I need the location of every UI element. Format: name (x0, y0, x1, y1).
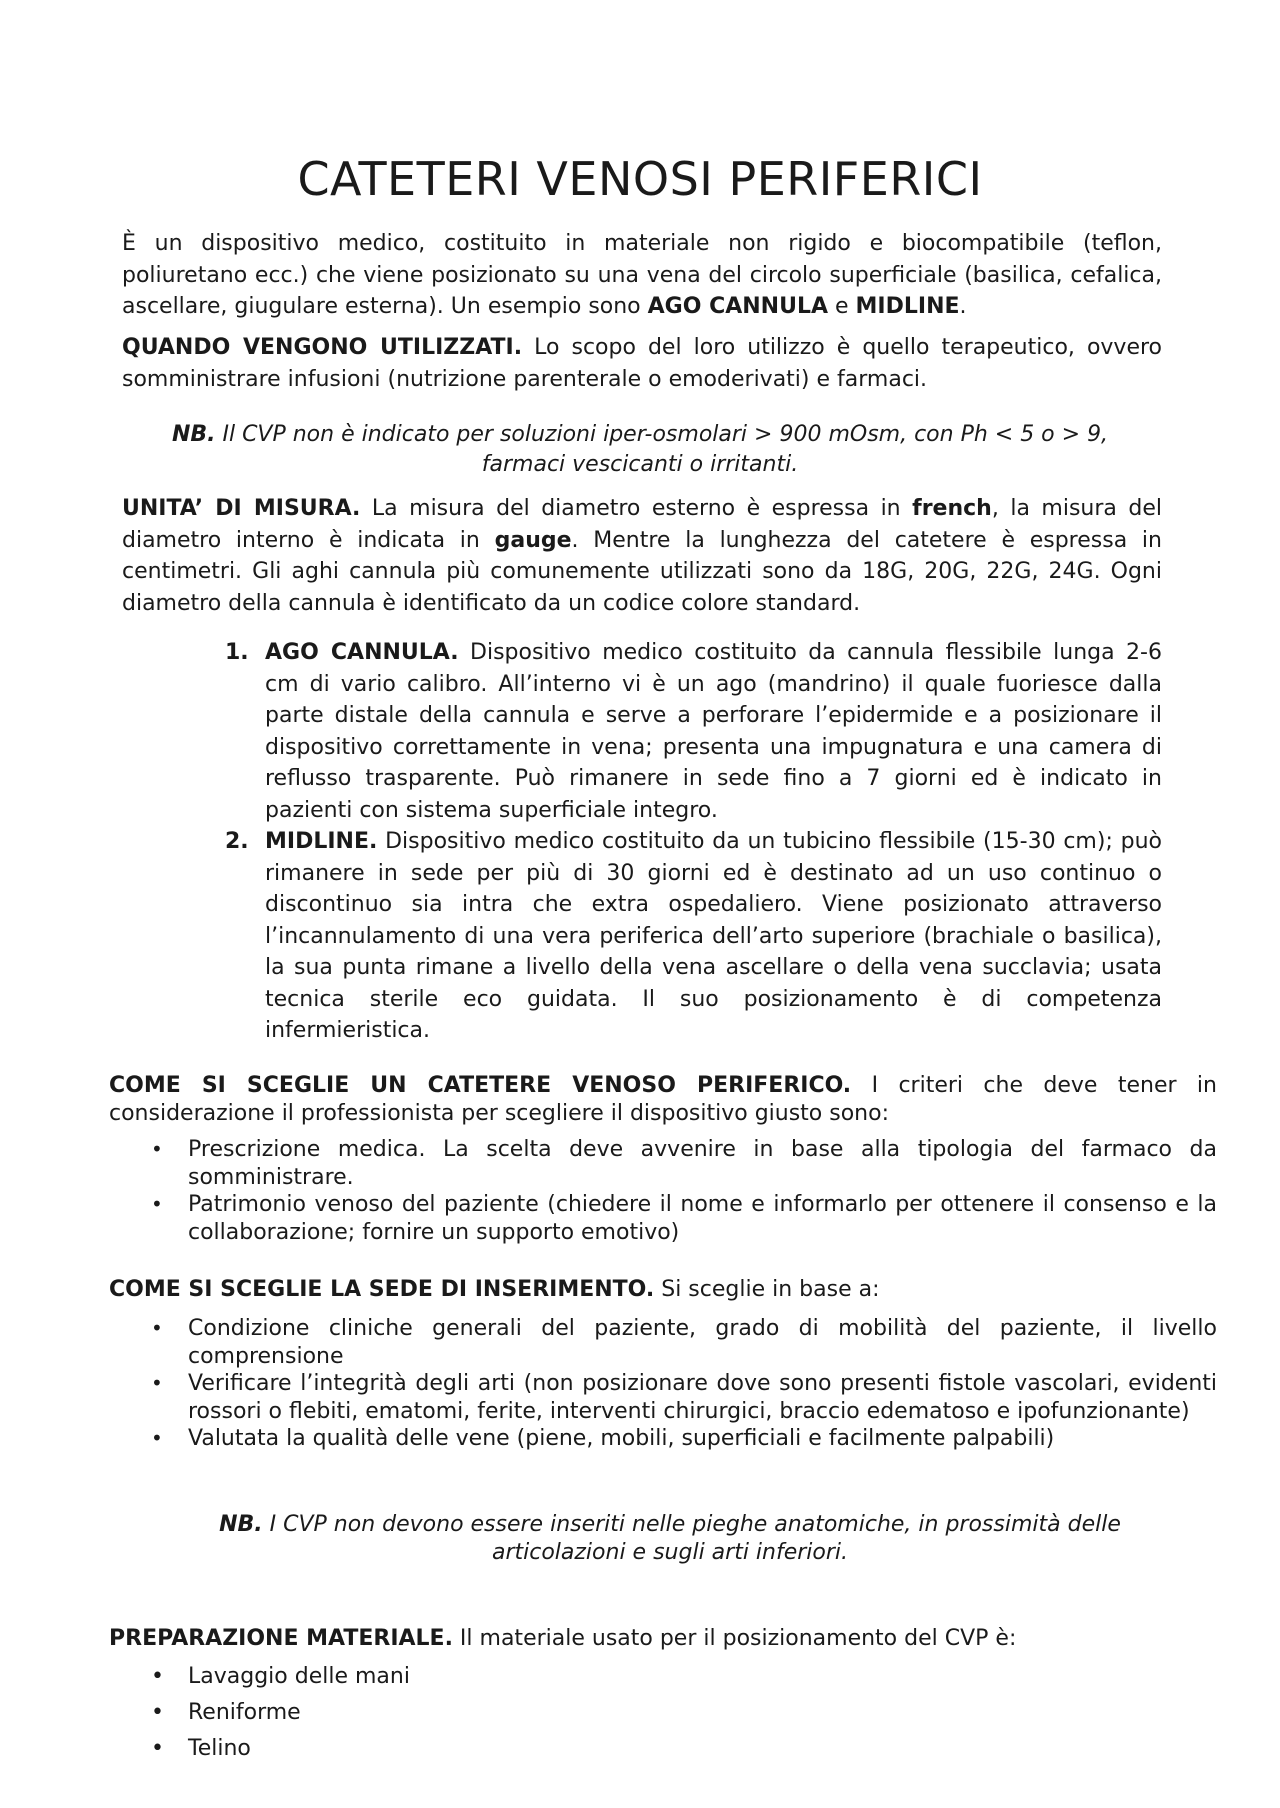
preparazione-paragraph (109, 1623, 1217, 1655)
unita-text-3: . Mentre la lunghezza del catetere è espressa in centimetri. Gli aghi cannula più comunemente utilizzati sono da 18G, 20G, 22G, 24G. Ogni diametro della cannula è identificato da un codice colore standard. (122, 527, 1162, 616)
list-number: 2. (225, 829, 249, 854)
page-title: CATETERI VENOSI PERIFERICI (297, 152, 983, 206)
intro-paragraph (122, 228, 1162, 323)
sceglie-sede-text: Si sceglie in base a: (654, 1277, 880, 1302)
midline-heading: MIDLINE. (265, 829, 378, 854)
unita-heading: UNITA’ DI MISURA. (122, 496, 361, 521)
unita-paragraph (122, 493, 1162, 619)
list-item-text: Telino (188, 1736, 251, 1761)
bullet-icon: • (151, 1137, 163, 1161)
list-item-text: Verificare l’integrità degli arti (non posizionare dove sono presenti fistole vascolari, evidenti rossori o flebiti, ematomi, ferite, interventi chirurgici, braccio edematoso e ipofunzionante) (188, 1371, 1217, 1424)
list-item-text: Reniforme (188, 1700, 301, 1725)
list-item-text: Condizione cliniche generali del paziente, grado di mobilità del paziente, il livello comprensione (188, 1316, 1217, 1369)
intro-text-end: . (959, 294, 967, 319)
preparazione-heading: PREPARAZIONE MATERIALE. (109, 1626, 453, 1651)
list-item-text: Patrimonio venoso del paziente (chiedere il nome e informarlo per ottenere il consenso e la collaborazione; fornire un supporto emotivo) (188, 1192, 1217, 1245)
bullet-icon: • (151, 1426, 163, 1450)
ago-cannula-text: Dispositivo medico costituito da cannula flessibile lunga 2-6 cm di vario calibro. All’interno vi è un ago (mandrino) il quale fuoriesce dalla parte distale della cannula e serve a perforare l’epidermide e a posizionare il dispositivo correttamente in vena; presenta una impugnatura e una camera di reflusso trasparente. Può rimanere in sede fino a 7 giorni ed è indicato in pazienti con sistema superficiale integro. (265, 640, 1162, 823)
intro-text-and: e (828, 294, 856, 319)
list-item (109, 1370, 1217, 1425)
quando-heading: QUANDO VENGONO UTILIZZATI. (122, 335, 523, 360)
list-item (109, 1425, 1217, 1453)
sceglie-catetere-paragraph (109, 1072, 1217, 1127)
bullet-icon: • (151, 1736, 164, 1761)
unita-text-2: , la misura del diametro interno è indicata in (122, 496, 1162, 553)
nb1-label: NB. (171, 422, 216, 447)
midline-text: Dispositivo medico costituito da un tubicino flessibile (15-30 cm); può rimanere in sede per più di 30 giorni ed è destinato ad un uso continuo o discontinuo sia intra che extra ospedaliero. Viene posizionato attraverso l’incannulamento di una vera periferica dell’arto superiore (brachiale o basilica), la sua punta rimane a livello della vena ascellare o della vena succlavia; usata tecnica sterile eco guidata. Il suo posizionamento è di competenza infermieristica. (265, 829, 1162, 1043)
list-item (109, 1191, 1217, 1246)
list-item (109, 1695, 1217, 1731)
bullet-icon: • (151, 1700, 164, 1725)
quando-paragraph (122, 332, 1162, 395)
list-item (109, 1731, 1217, 1767)
sceglie-sede-paragraph (109, 1276, 1217, 1304)
nb-note-2 (175, 1511, 1165, 1567)
sceglie-sede-list (109, 1315, 1217, 1453)
intro-bold-midline: MIDLINE (855, 294, 960, 319)
quando-text: Lo scopo del loro utilizzo è quello terapeutico, ovvero somministrare infusioni (nutrizione parenterale o emoderivati) e farmaci. (122, 335, 1163, 392)
nb2-label: NB. (219, 1512, 263, 1537)
intro-text: È un dispositivo medico, costituito in materiale non rigido e biocompatibile (teflon, poliuretano ecc.) che viene posizionato su una vena del circolo superficiale (basilica, cefalica, ascellare, giugulare esterna). Un esempio sono (122, 231, 1162, 319)
nb-note-1 (130, 420, 1150, 480)
unita-bold-gauge: gauge (494, 527, 572, 553)
preparazione-list (109, 1659, 1217, 1767)
preparazione-text: Il materiale usato per il posizionamento del CVP è: (452, 1626, 1017, 1651)
list-item (109, 1136, 1217, 1191)
list-item-text: Lavaggio delle mani (188, 1664, 410, 1689)
sceglie-catetere-list (109, 1136, 1217, 1246)
list-item-midline (225, 826, 1162, 1047)
list-item (109, 1315, 1217, 1370)
catheter-types-list (225, 637, 1162, 1047)
sceglie-catetere-text: I criteri che deve tener in considerazione il professionista per scegliere il dispositivo giusto sono: (109, 1073, 1217, 1126)
intro-bold-ago-cannula: AGO CANNULA (647, 294, 828, 319)
unita-text-1: La misura del diametro esterno è espressa in (360, 496, 913, 521)
list-item-text: Prescrizione medica. La scelta deve avvenire in base alla tipologia del farmaco da somministrare. (188, 1137, 1217, 1190)
list-item-ago-cannula (225, 637, 1162, 826)
list-number: 1. (225, 640, 249, 665)
bullet-icon: • (151, 1192, 163, 1216)
bullet-icon: • (151, 1664, 164, 1689)
nb1-text: Il CVP non è indicato per soluzioni iper-osmolari > 900 mOsm, con Ph < 5 o > 9, farmaci vescicanti o irritanti. (215, 422, 1109, 477)
unita-bold-french: french (912, 496, 992, 521)
bullet-icon: • (151, 1316, 163, 1340)
bullet-icon: • (151, 1371, 163, 1395)
ago-cannula-heading: AGO CANNULA. (265, 640, 459, 665)
list-item-text: Valutata la qualità delle vene (piene, mobili, superficiali e facilmente palpabili) (188, 1426, 1055, 1451)
sceglie-catetere-heading: COME SI SCEGLIE UN CATETERE VENOSO PERIFERICO. (109, 1073, 852, 1098)
sceglie-sede-heading: COME SI SCEGLIE LA SEDE DI INSERIMENTO. (109, 1277, 655, 1302)
nb2-text: I CVP non devono essere inseriti nelle pieghe anatomiche, in prossimità delle articolazioni e sugli arti inferiori. (262, 1512, 1121, 1565)
list-item (109, 1659, 1217, 1695)
